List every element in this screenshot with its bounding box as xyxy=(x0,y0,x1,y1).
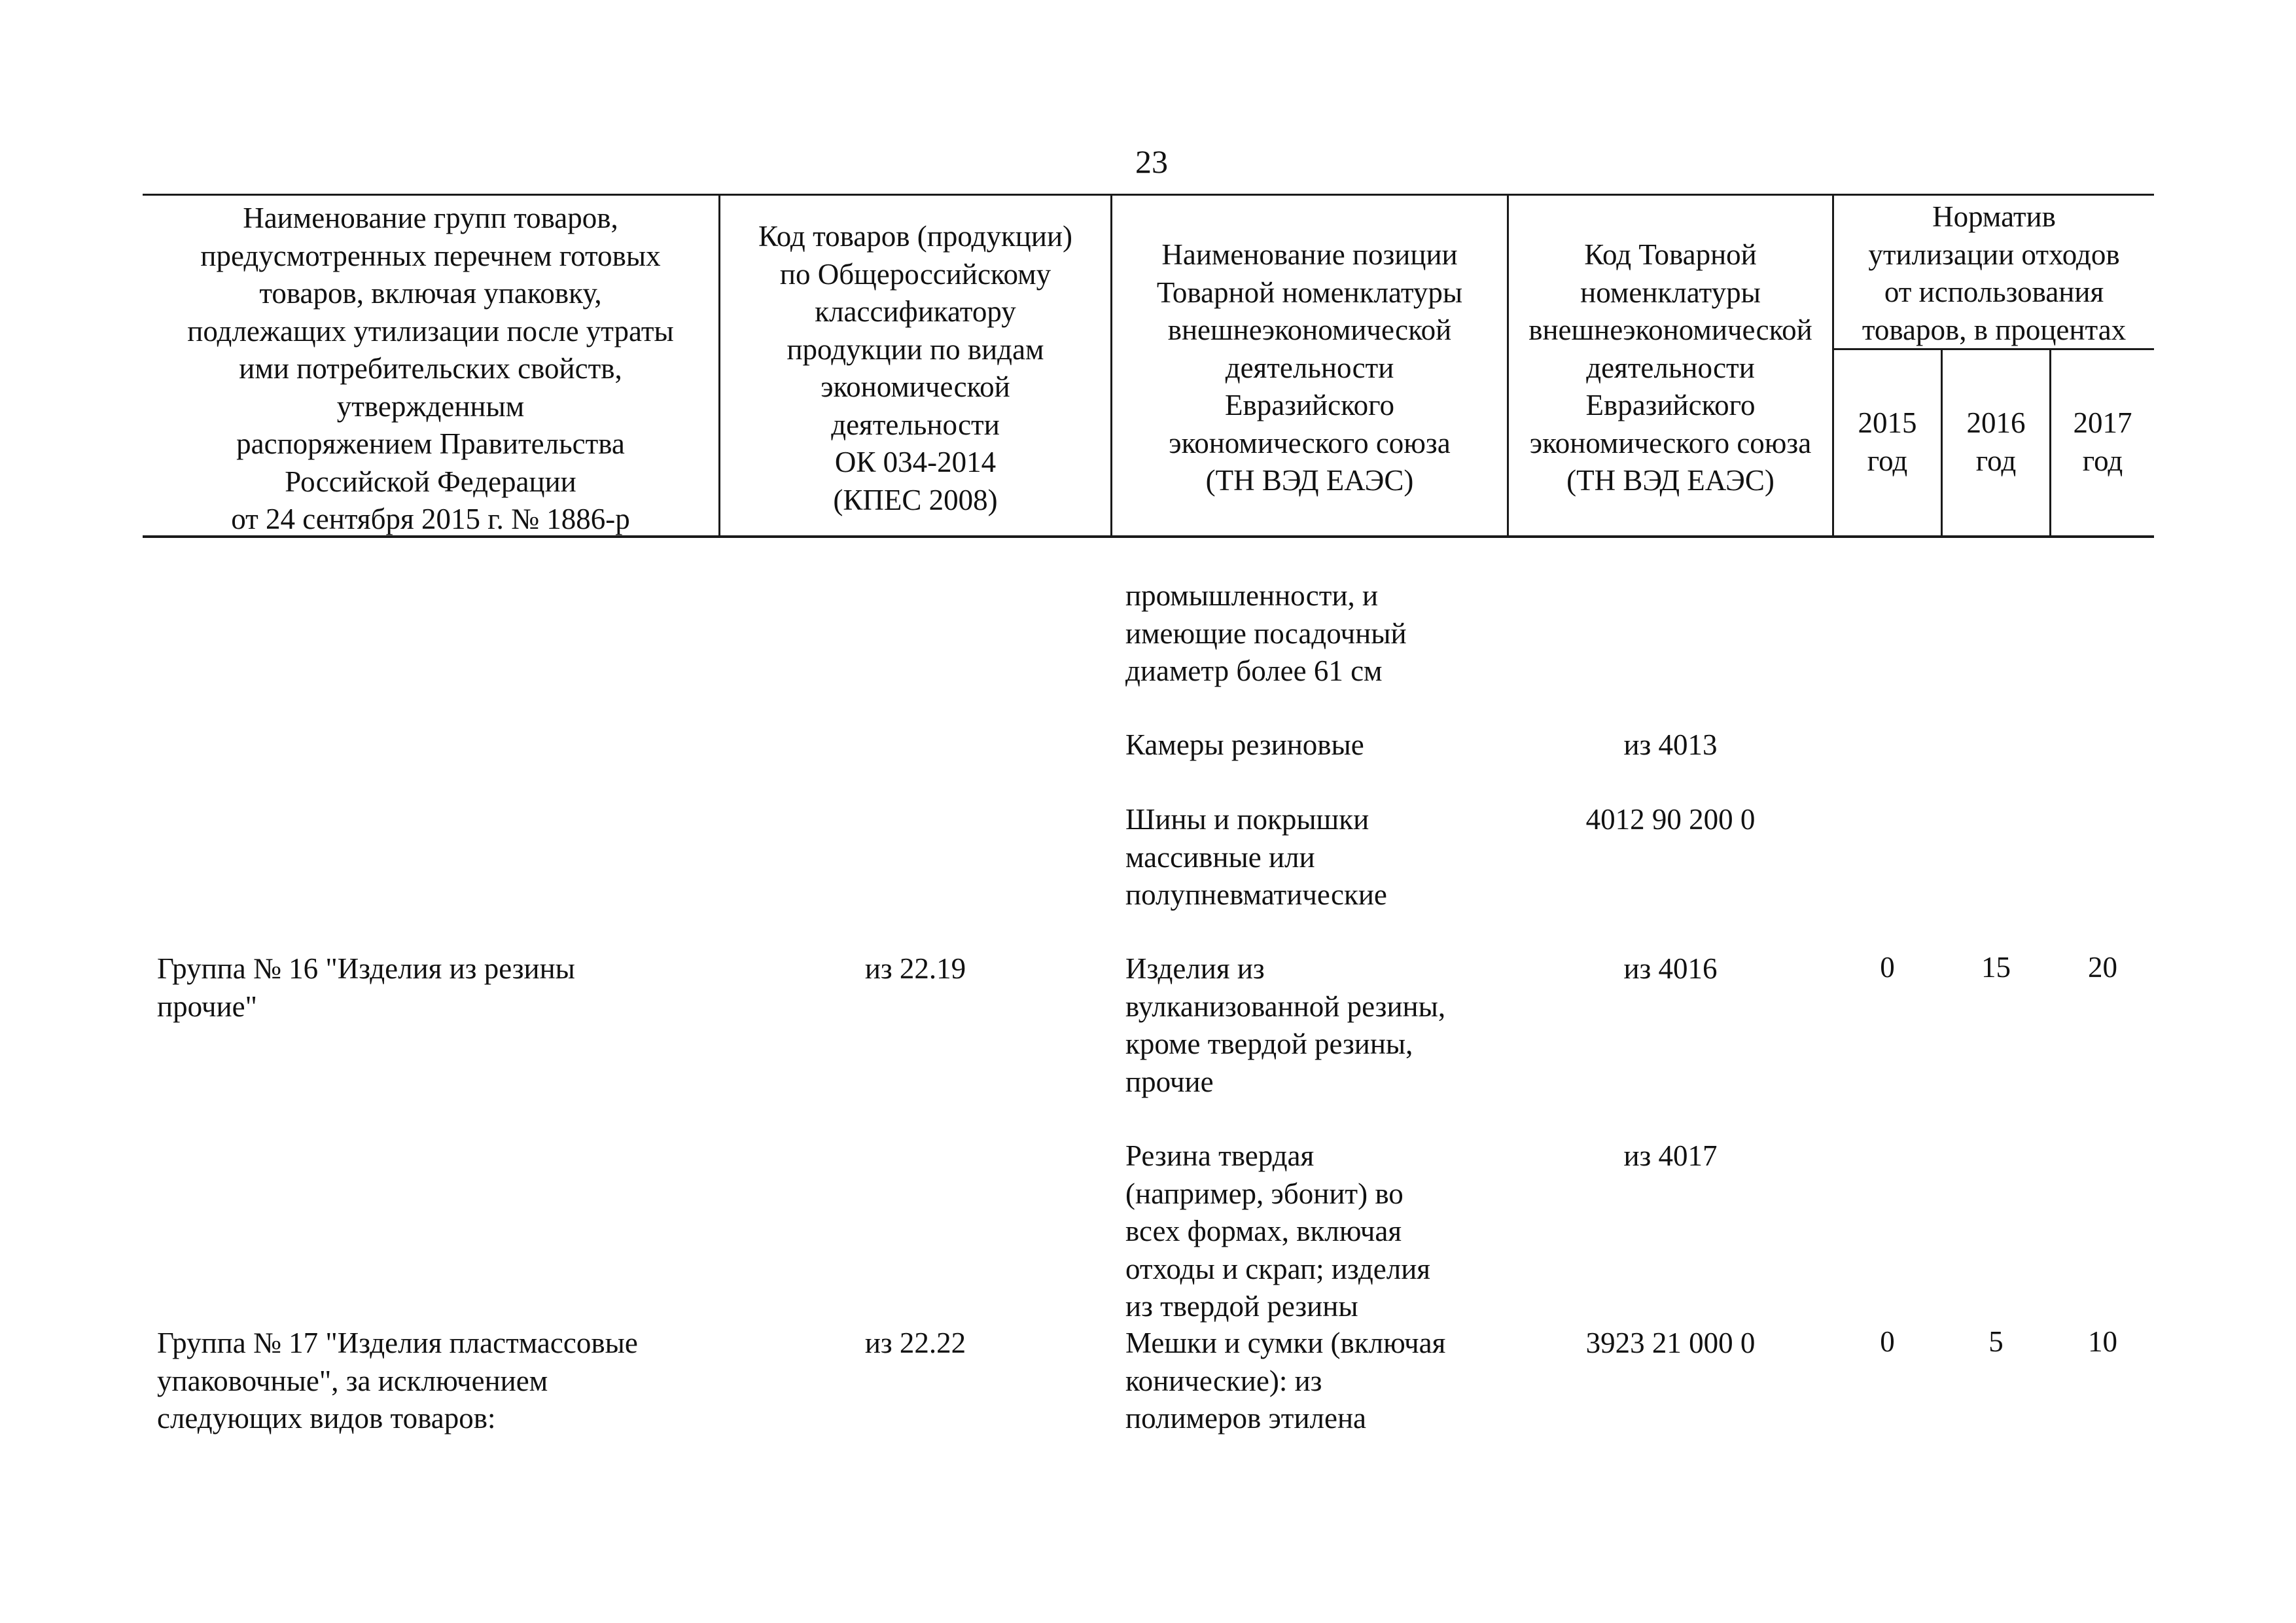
tnved-code-cell: из 4013 xyxy=(1623,728,1718,761)
tnved-name-cell: Изделия из вулканизованной резины, кроме твердой резины, прочие xyxy=(1125,952,1446,1098)
tnved-code-cell: из 4016 xyxy=(1623,952,1718,985)
group-name-cell: Группа № 16 "Изделия из резины прочие" xyxy=(157,952,575,1023)
header-tnved-code: Код Товарной номенклатуры внешнеэкономической деятельности Евразийского экономического союза (ТН ВЭД ЕАЭС) xyxy=(1528,238,1812,497)
header-year-2017: 2017 год xyxy=(2073,406,2132,477)
header-norm: Норматив утилизации отходов от использования товаров, в процентах xyxy=(1862,200,2127,346)
tnved-name-cell: промышленности, и имеющие посадочный диаметр более 61 см xyxy=(1125,579,1407,687)
norm-2015-cell: 0 xyxy=(1880,1325,1895,1358)
page-number: 23 xyxy=(1135,143,1168,180)
norm-2017-cell: 10 xyxy=(2088,1325,2117,1358)
tnved-code-cell: 4012 90 200 0 xyxy=(1585,803,1756,836)
header-year-2016: 2016 год xyxy=(1966,406,2026,477)
header-group-name: Наименование групп товаров, предусмотренных перечнем готовых товаров, включая упаковку, подлежащих утилизации после утраты ими потребительских свойств, утвержденным распоряжением Правительства Российской Федерации от 24 сентября 2015 г. № 1886-р xyxy=(187,202,674,535)
okpd-code-cell: из 22.19 xyxy=(864,952,966,985)
group-name-cell: Группа № 17 "Изделия пластмассовые упаковочные", за исключением следующих видов товаров: xyxy=(157,1327,638,1435)
tnved-code-cell: из 4017 xyxy=(1623,1139,1718,1172)
tnved-name-cell: Камеры резиновые xyxy=(1125,728,1364,761)
tnved-code-cell: 3923 21 000 0 xyxy=(1585,1327,1756,1359)
okpd-code-cell: из 22.22 xyxy=(864,1327,966,1359)
header-tnved-name: Наименование позиции Товарной номенклатуры внешнеэкономической деятельности Евразийского экономического союза (ТН ВЭД ЕАЭС) xyxy=(1156,238,1463,497)
tnved-name-cell: Резина твердая (например, эбонит) во всех формах, включая отходы и скрап; изделия из твердой резины xyxy=(1125,1139,1430,1323)
header-okpd-code: Код товаров (продукции) по Общероссийскому классификатору продукции по видам экономической деятельности ОК 034-2014 (КПЕС 2008) xyxy=(758,220,1073,516)
norm-2016-cell: 15 xyxy=(1981,951,2011,984)
norm-2015-cell: 0 xyxy=(1880,951,1895,984)
norm-2016-cell: 5 xyxy=(1988,1325,2004,1358)
header-year-2015: 2015 год xyxy=(1858,406,1917,477)
norm-2017-cell: 20 xyxy=(2088,951,2117,984)
tnved-name-cell: Шины и покрышки массивные или полупневматические xyxy=(1125,803,1387,911)
header-top-rule xyxy=(143,194,2154,196)
tnved-name-cell: Мешки и сумки (включая конические): из полимеров этилена xyxy=(1125,1327,1446,1435)
